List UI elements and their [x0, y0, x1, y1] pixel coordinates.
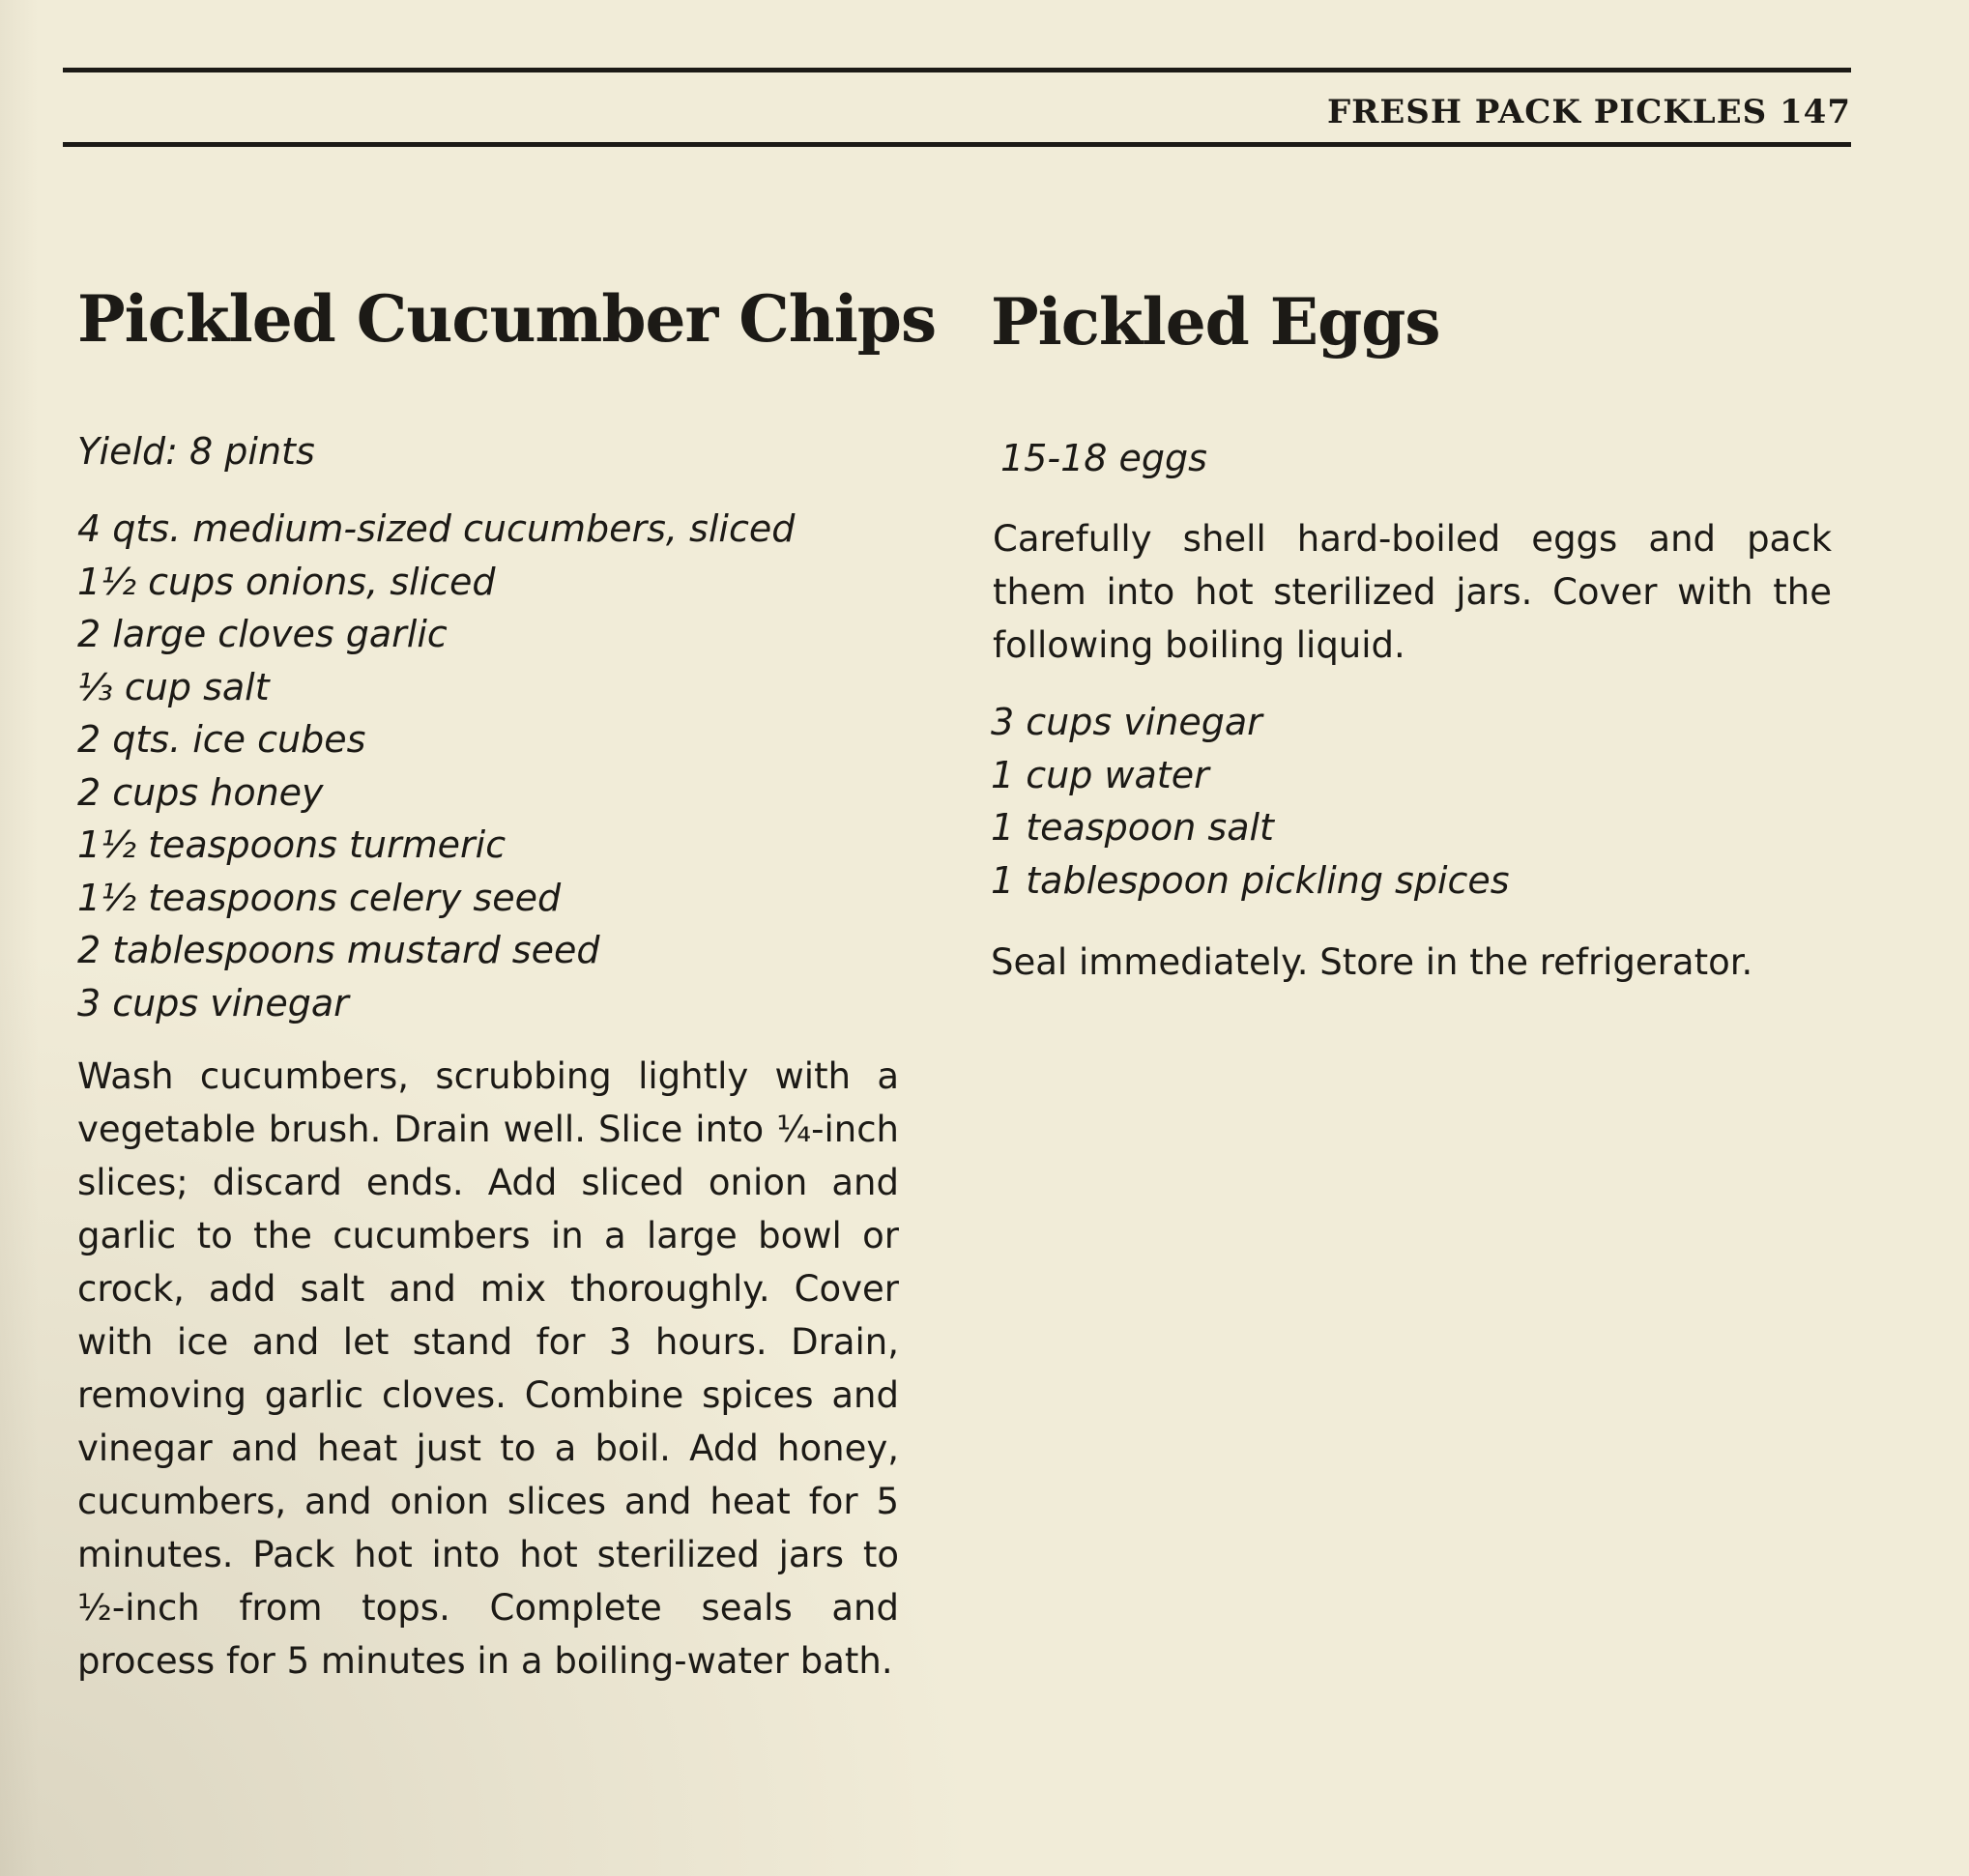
- ingredient-item: 1 teaspoon salt: [991, 806, 1274, 849]
- ingredient-item: 1 cup water: [991, 753, 1209, 796]
- recipe-yield: 15-18 eggs: [1000, 437, 1207, 479]
- ingredient-item: 3 cups vinegar: [991, 701, 1262, 743]
- recipe-method: Wash cucumbers, scrubbing lightly with a vegetable brush. Drain well. Slice into ¼-inch slices; discard ends. Add sliced onion and garlic to the cucumbers in a large bowl or crock, add salt and mix thoroughly. Cover with ice and let stand for 3 hours. Drain, removing garlic cloves. Combine spices and vinegar and heat just to a boil. Add honey, cucumbers, and onion slices and heat for 5 minutes. Pack hot into hot sterilized jars to ½-inch from tops. Complete seals and process for 5 minutes in a boiling-water bath.: [77, 1055, 899, 1682]
- ingredient-item: 1½ teaspoons celery seed: [77, 876, 562, 919]
- ingredient-item: 2 tablespoons mustard seed: [77, 929, 600, 971]
- ingredient-list: [991, 696, 1510, 907]
- running-head: FRESH PACK PICKLES 147: [1326, 93, 1851, 131]
- ingredient-item: 2 qts. ice cubes: [77, 718, 366, 761]
- ingredient-item: ⅓ cup salt: [77, 665, 270, 708]
- recipe-intro: Carefully shell hard-boiled eggs and pack them into hot sterilized jars. Cover with the following boiling liquid.: [993, 518, 1832, 666]
- ingredient-item: 4 qts. medium-sized cucumbers, sliced: [77, 507, 796, 550]
- recipe-title: Pickled Eggs: [991, 284, 1440, 360]
- ingredient-item: 2 large cloves garlic: [77, 613, 448, 655]
- ingredient-list: [77, 503, 795, 1029]
- recipe-title: Pickled Cucumber Chips: [77, 281, 937, 357]
- ingredient-item: 2 cups honey: [77, 770, 324, 814]
- recipe-closing: Seal immediately. Store in the refrigerator.: [991, 941, 1753, 983]
- ingredient-item: 1½ cups onions, sliced: [77, 560, 496, 603]
- ingredient-item: 1 tablespoon pickling spices: [991, 858, 1510, 902]
- header-rule-top: [63, 68, 1851, 72]
- header-rule-bottom: [63, 142, 1851, 147]
- ingredient-item: 3 cups vinegar: [77, 981, 349, 1025]
- ingredient-item: 1½ teaspoons turmeric: [77, 823, 507, 866]
- recipe-yield: Yield: 8 pints: [77, 430, 315, 473]
